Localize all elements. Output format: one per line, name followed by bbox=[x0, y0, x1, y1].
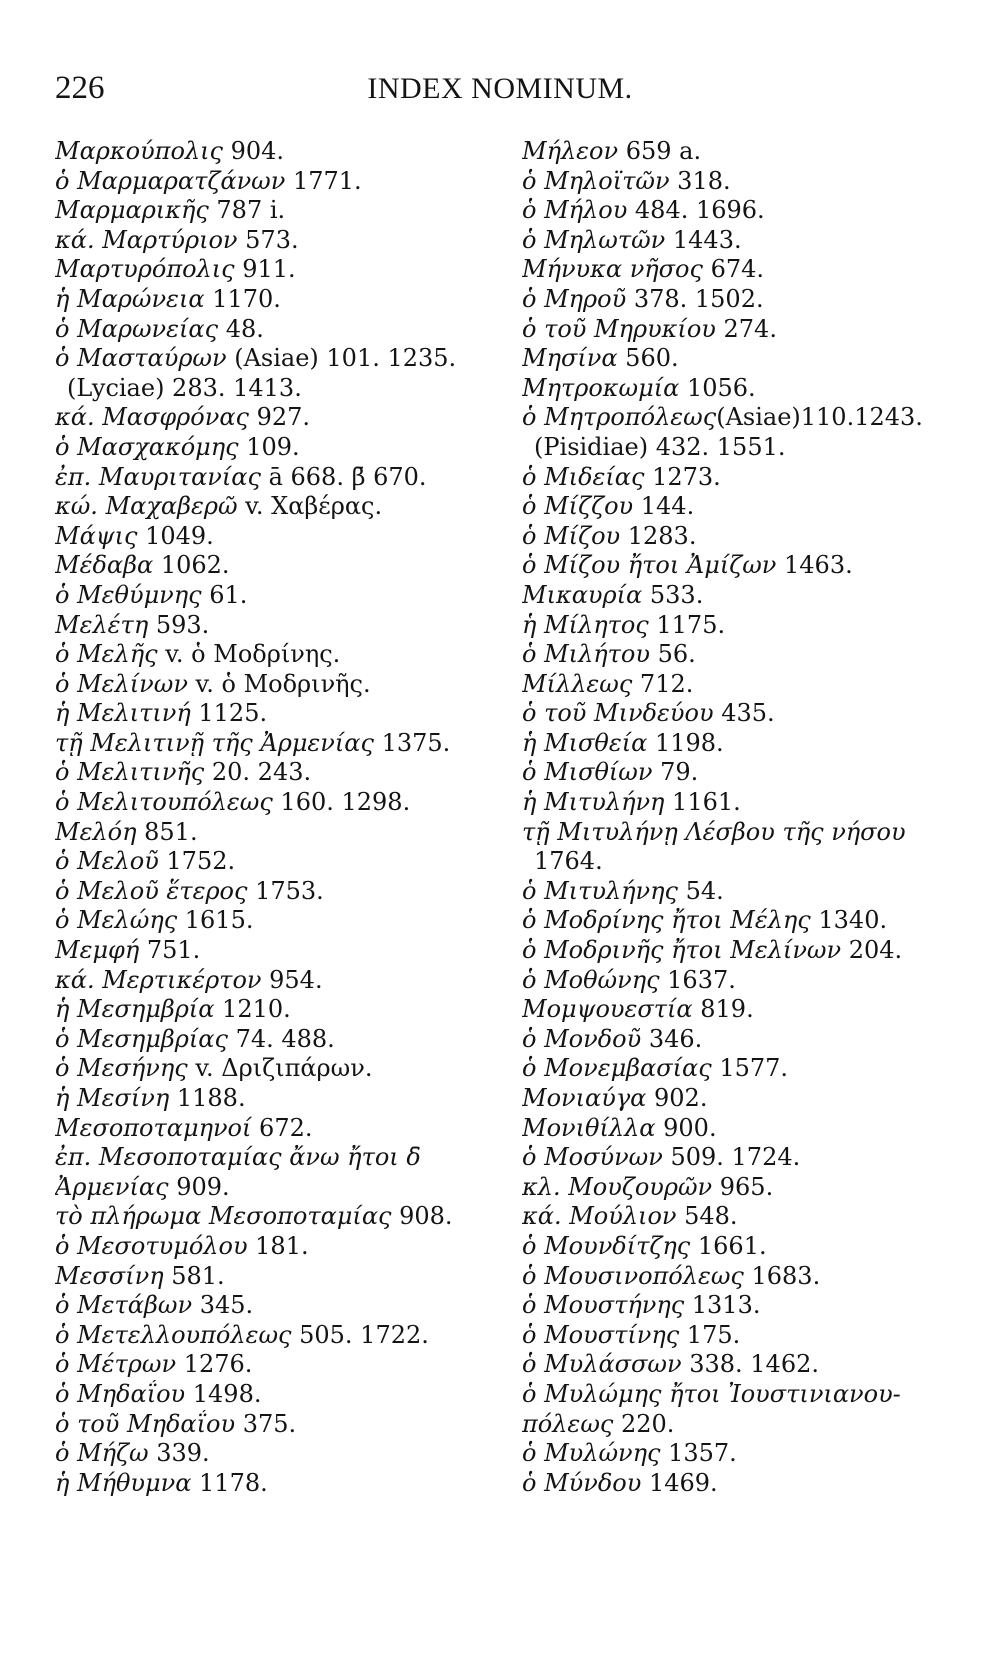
index-entry bbox=[522, 1114, 962, 1144]
entry-reference: 484. 1696. bbox=[627, 196, 765, 225]
entry-reference: v. ὁ Μοδρίνης. bbox=[157, 640, 341, 669]
entry-reference: 908. bbox=[391, 1202, 453, 1231]
entry-name: ὁ Μισθίων bbox=[522, 758, 653, 787]
entry-reference: 175. bbox=[679, 1320, 741, 1349]
index-entry bbox=[522, 285, 962, 315]
entry-name: ὁ Μυλώνης bbox=[522, 1439, 661, 1468]
entry-name: Μικαυρία bbox=[522, 580, 643, 609]
entry-reference: 1188. bbox=[169, 1084, 246, 1112]
entry-reference: 1375. bbox=[373, 728, 451, 757]
entry-reference: 548. bbox=[676, 1202, 738, 1231]
entry-reference: 220. bbox=[613, 1409, 675, 1438]
entry-name: ὁ Μίζου bbox=[522, 521, 621, 550]
index-entry bbox=[55, 1143, 495, 1173]
entry-name: ὁ τοῦ Μηδαΐου bbox=[55, 1409, 236, 1438]
index-entry bbox=[522, 551, 962, 581]
entry-name: Μίλλεως bbox=[522, 669, 633, 698]
entry-reference: 1049. bbox=[137, 521, 214, 550]
entry-name: ὁ Μεθύμνης bbox=[55, 580, 202, 609]
entry-name: κά. Μασφρόνας bbox=[55, 403, 249, 432]
index-entry bbox=[522, 1262, 962, 1292]
entry-name: ὁ Μηδαΐου bbox=[55, 1379, 186, 1408]
index-entry bbox=[55, 581, 495, 611]
entry-reference: 927. bbox=[248, 403, 311, 432]
entry-name: Μήνυκα νῆσος bbox=[522, 255, 703, 284]
index-entry bbox=[55, 670, 495, 700]
entry-name: ὁ Μίζζου bbox=[522, 492, 634, 521]
entry-reference: 1463. bbox=[776, 551, 853, 580]
index-entry bbox=[522, 877, 962, 907]
entry-reference: 48. bbox=[218, 314, 264, 343]
entry-name: Μεμφή bbox=[55, 936, 140, 965]
entry-name: κώ. Μαχαβερῶ bbox=[55, 492, 238, 521]
index-entry bbox=[55, 344, 495, 374]
entry-name: ὁ Μιδείας bbox=[522, 462, 645, 491]
index-entry bbox=[55, 847, 495, 877]
index-entry bbox=[55, 640, 495, 670]
index-entry bbox=[522, 522, 962, 552]
entry-name: ὁ Μελίνων bbox=[55, 669, 188, 698]
index-entry bbox=[55, 936, 495, 966]
entry-name: ὁ Μουστίνης bbox=[522, 1320, 680, 1349]
entry-reference: 911. bbox=[234, 255, 296, 284]
page-number: 226 bbox=[55, 70, 105, 106]
entry-reference: 1283. bbox=[620, 521, 697, 550]
index-entry bbox=[522, 344, 962, 374]
entry-reference: 581. bbox=[163, 1261, 225, 1290]
entry-name: κά. Μαρτύριον bbox=[55, 225, 238, 254]
index-entry bbox=[55, 758, 495, 788]
entry-name: ὁ Μονδοῦ bbox=[522, 1024, 642, 1053]
index-entry bbox=[522, 1173, 962, 1203]
index-entry bbox=[522, 670, 962, 700]
entry-name: ὁ Μέτρων bbox=[55, 1350, 177, 1379]
entry-reference: 1752. bbox=[158, 847, 236, 876]
index-entry bbox=[522, 226, 962, 256]
entry-name: πόλεως bbox=[522, 1409, 614, 1438]
index-entry bbox=[55, 1025, 495, 1055]
entry-name: ἡ Μήθυμνα bbox=[55, 1468, 192, 1497]
index-entry bbox=[522, 1025, 962, 1055]
entry-name: ὁ Μασχακόμης bbox=[55, 432, 239, 461]
index-entry bbox=[522, 847, 962, 877]
entry-name: ἡ Μισθεία bbox=[522, 728, 648, 757]
entry-reference: 593. bbox=[148, 610, 210, 639]
entry-reference: ā 668. β̄ 670. bbox=[260, 462, 427, 491]
index-entry bbox=[55, 226, 495, 256]
index-entry bbox=[55, 1054, 495, 1084]
entry-name: κά. Μούλιον bbox=[522, 1202, 677, 1231]
entry-reference: 902. bbox=[646, 1084, 708, 1112]
index-entry bbox=[55, 966, 495, 996]
index-entry bbox=[55, 877, 495, 907]
entry-reference: 533. bbox=[642, 580, 704, 609]
entry-reference: 1056. bbox=[679, 373, 756, 402]
index-entry bbox=[522, 1084, 962, 1114]
entry-name: Μομψουεστία bbox=[522, 995, 693, 1024]
entry-reference: 144. bbox=[633, 492, 695, 521]
entry-reference: 900. bbox=[655, 1113, 717, 1142]
entry-name: ἡ Μελιτινή bbox=[55, 699, 191, 728]
entry-name: ὁ Μηλωτῶν bbox=[522, 225, 666, 254]
entry-name: ὁ Μητροπόλεως bbox=[522, 403, 717, 432]
index-entry bbox=[522, 196, 962, 226]
index-entry bbox=[522, 758, 962, 788]
page-header bbox=[55, 62, 945, 112]
entry-reference: 509. 1724. bbox=[662, 1143, 801, 1172]
entry-name: ἡ Μίλητος bbox=[522, 610, 649, 639]
entry-name: κά. Μερτικέρτον bbox=[55, 965, 262, 994]
entry-reference: 181. bbox=[247, 1231, 309, 1260]
entry-name: Μελόη bbox=[55, 817, 137, 846]
entry-name: ὁ Μυλώμης ἤτοι Ἰουστινιανου- bbox=[522, 1379, 901, 1408]
entry-reference: 20. 243. bbox=[204, 758, 312, 787]
index-entry bbox=[522, 1202, 962, 1232]
entry-reference: 1771. bbox=[285, 166, 362, 195]
entry-reference: 672. bbox=[251, 1113, 313, 1142]
entry-reference: 339. bbox=[148, 1439, 210, 1468]
entry-reference: 573. bbox=[237, 225, 299, 254]
entry-reference: v. ὁ Μοδρινῆς. bbox=[187, 669, 371, 698]
entry-name: ὁ Μυλάσσων bbox=[522, 1350, 682, 1379]
entry-reference: 1198. bbox=[647, 728, 724, 757]
entry-reference: 160. 1298. bbox=[272, 788, 411, 817]
entry-reference: 1170. bbox=[204, 284, 281, 313]
index-entry bbox=[55, 285, 495, 315]
index-entry bbox=[55, 906, 495, 936]
entry-reference: 1357. bbox=[660, 1439, 737, 1468]
entry-reference: 1753. bbox=[247, 876, 324, 905]
index-entry bbox=[55, 818, 495, 848]
index-entry bbox=[55, 1380, 495, 1410]
entry-reference: 851. bbox=[136, 817, 198, 846]
index-entry bbox=[55, 522, 495, 552]
entry-reference: 1273. bbox=[644, 462, 721, 491]
index-entry bbox=[522, 1054, 962, 1084]
entry-name: κλ. Μουζουρῶν bbox=[522, 1172, 713, 1201]
entry-reference: 318. bbox=[669, 166, 731, 195]
entry-name: ἐπ. Μαυριτανίας bbox=[55, 462, 261, 491]
entry-name: ὁ Μιλήτου bbox=[522, 640, 650, 669]
entry-reference: 909. bbox=[168, 1172, 230, 1201]
entry-reference: 1637. bbox=[659, 965, 736, 994]
entry-reference: 659 a. bbox=[618, 137, 702, 165]
entry-reference: 1764. bbox=[534, 847, 603, 876]
entry-reference: 56. bbox=[649, 640, 696, 669]
index-entry bbox=[522, 1380, 962, 1410]
index-entry bbox=[55, 611, 495, 641]
entry-name: ὁ Μουνδίτζης bbox=[522, 1231, 691, 1260]
index-entry bbox=[55, 167, 495, 197]
entry-name: ὁ Μήζω bbox=[55, 1439, 149, 1468]
index-entry bbox=[522, 463, 962, 493]
index-entry bbox=[55, 699, 495, 729]
entry-reference: (Asiae) 101. 1235. bbox=[226, 344, 457, 373]
entry-reference: 274. bbox=[715, 314, 777, 343]
index-entry bbox=[522, 1321, 962, 1351]
index-entry bbox=[522, 1291, 962, 1321]
index-entry bbox=[522, 1350, 962, 1380]
entry-reference: 1661. bbox=[690, 1231, 767, 1260]
index-entry bbox=[522, 167, 962, 197]
entry-name: Ἀρμενίας bbox=[55, 1172, 169, 1201]
entry-reference: 378. 1502. bbox=[626, 284, 764, 313]
index-entry bbox=[522, 581, 962, 611]
index-entry bbox=[522, 611, 962, 641]
entry-reference: 751. bbox=[139, 936, 201, 965]
index-entry bbox=[522, 729, 962, 759]
entry-name: ἐπ. Μεσοποταμίας ἄνω ἤτοι δ̄ bbox=[55, 1143, 421, 1172]
entry-name: ἡ Μεσίνη bbox=[55, 1084, 170, 1112]
entry-name: Μάψις bbox=[55, 521, 138, 550]
entry-name: ὁ Μελιτουπόλεως bbox=[55, 788, 273, 817]
index-entry bbox=[522, 374, 962, 404]
entry-reference: 1340. bbox=[810, 906, 888, 935]
index-entry bbox=[55, 788, 495, 818]
index-entry bbox=[55, 1321, 495, 1351]
index-entry bbox=[522, 936, 962, 966]
entry-name: ἡ Μεσημβρία bbox=[55, 995, 215, 1024]
entry-name: ὁ Μύνδου bbox=[522, 1468, 642, 1497]
index-entry bbox=[55, 1469, 495, 1499]
entry-reference: 1161. bbox=[664, 788, 741, 817]
entry-reference: 674. bbox=[702, 255, 765, 284]
index-entry bbox=[55, 196, 495, 226]
running-title: INDEX NOMINUM. bbox=[367, 72, 633, 105]
entry-name: Μεσοποταμηνοί bbox=[55, 1113, 252, 1142]
entry-reference: (Lyciae) 283. 1413. bbox=[67, 373, 302, 402]
index-entry bbox=[55, 1350, 495, 1380]
entry-name: ὁ Μετάβων bbox=[55, 1291, 193, 1320]
entry-name: Μήλεον bbox=[522, 137, 619, 165]
index-entry bbox=[55, 1439, 495, 1469]
index-entry bbox=[55, 255, 495, 285]
entry-name: τὸ πλήρωμα Μεσοποταμίας bbox=[55, 1202, 392, 1231]
index-entry bbox=[522, 1439, 962, 1469]
index-entry bbox=[55, 374, 495, 404]
entry-reference: 1498. bbox=[185, 1379, 262, 1408]
entry-reference: 560. bbox=[617, 344, 679, 373]
entry-name: ὁ Μασταύρων bbox=[55, 344, 227, 373]
entry-name: ὁ Μονεμβασίας bbox=[522, 1054, 712, 1083]
entry-reference: 1125. bbox=[190, 699, 268, 728]
left-index-column bbox=[55, 137, 495, 1498]
entry-reference: v. Δριζιπάρων. bbox=[187, 1054, 373, 1083]
entry-name: ὁ Μηροῦ bbox=[522, 284, 627, 313]
entry-name: Μέδαβα bbox=[55, 551, 154, 580]
index-entry bbox=[55, 1173, 495, 1203]
entry-reference: 109. bbox=[238, 432, 300, 461]
entry-name: Μαρτυρόπολις bbox=[55, 255, 235, 284]
entry-name: ὁ τοῦ Μηρυκίου bbox=[522, 314, 716, 343]
entry-name: Μεσσίνη bbox=[55, 1261, 164, 1290]
entry-name: ὁ τοῦ Μινδεύου bbox=[522, 699, 714, 728]
entry-name: ὁ Μήλου bbox=[522, 196, 628, 225]
index-entry bbox=[522, 995, 962, 1025]
entry-name: ὁ Μεσήνης bbox=[55, 1054, 188, 1083]
entry-name: Μαρκούπολις bbox=[55, 137, 223, 165]
index-entry bbox=[522, 403, 962, 433]
entry-reference: 1683. bbox=[743, 1261, 821, 1290]
entry-name: Μαρμαρικῆς bbox=[55, 196, 209, 225]
index-entry bbox=[55, 433, 495, 463]
entry-reference: 965. bbox=[712, 1172, 774, 1201]
entry-reference: 904. bbox=[222, 137, 285, 165]
index-entry bbox=[55, 1232, 495, 1262]
entry-reference: 375. bbox=[235, 1409, 297, 1438]
index-entry bbox=[522, 1232, 962, 1262]
entry-name: ὁ Μελιτινῆς bbox=[55, 758, 205, 787]
entry-name: τῇ Μελιτινῇ τῆς Ἀρμενίας bbox=[55, 728, 374, 757]
entry-reference: 1276. bbox=[176, 1350, 253, 1379]
index-entry bbox=[522, 1469, 962, 1499]
entry-reference: 819. bbox=[692, 995, 754, 1024]
entry-name: ὁ Μοθώνης bbox=[522, 965, 660, 994]
entry-name: ὁ Μουστήνης bbox=[522, 1291, 685, 1320]
entry-reference: 1178. bbox=[191, 1468, 268, 1497]
index-entry bbox=[55, 315, 495, 345]
index-entry bbox=[55, 729, 495, 759]
index-entry bbox=[55, 1291, 495, 1321]
entry-reference: 345. bbox=[192, 1291, 254, 1320]
entry-reference: 1175. bbox=[648, 610, 726, 639]
entry-reference: (Asiae)110.1243. bbox=[716, 403, 923, 432]
index-entry bbox=[55, 463, 495, 493]
entry-name: Μησίνα bbox=[522, 344, 618, 373]
entry-reference: 435. bbox=[713, 699, 775, 728]
entry-reference: 954. bbox=[261, 965, 323, 994]
index-entry bbox=[522, 492, 962, 522]
entry-name: ὁ Μελοῦ bbox=[55, 847, 159, 876]
entry-name: ἡ Μιτυλήνη bbox=[522, 788, 665, 817]
entry-reference: 1443. bbox=[665, 225, 742, 254]
entry-reference: 712. bbox=[632, 669, 694, 698]
index-entry bbox=[522, 137, 962, 167]
entry-name: ὁ Μελοῦ ἕτερος bbox=[55, 876, 248, 905]
entry-name: Μητροκωμία bbox=[522, 373, 680, 402]
index-entry bbox=[522, 818, 962, 848]
entry-name: ὁ Μαρμαρατζάνων bbox=[55, 166, 286, 195]
entry-name: ὁ Μελῆς bbox=[55, 640, 158, 669]
entry-reference: 204. bbox=[841, 936, 903, 965]
entry-reference: 1615. bbox=[177, 906, 254, 935]
index-entry bbox=[522, 906, 962, 936]
index-entry bbox=[55, 551, 495, 581]
entry-reference: 346. bbox=[641, 1024, 703, 1053]
index-entry bbox=[522, 1143, 962, 1173]
index-entry bbox=[522, 433, 962, 463]
index-entry bbox=[522, 1410, 962, 1440]
entry-reference: 1313. bbox=[684, 1291, 761, 1320]
index-entry bbox=[55, 1262, 495, 1292]
entry-name: ὁ Μαρωνείας bbox=[55, 314, 219, 343]
entry-name: Μονιαύγα bbox=[522, 1084, 647, 1112]
index-entry bbox=[55, 1084, 495, 1114]
index-entry bbox=[55, 1202, 495, 1232]
entry-name: ὁ Μουσινοπόλεως bbox=[522, 1261, 744, 1290]
entry-name: ὁ Μετελλουπόλεως bbox=[55, 1320, 292, 1349]
index-entry bbox=[522, 699, 962, 729]
entry-reference: 79. bbox=[652, 758, 699, 787]
entry-reference: 787 i. bbox=[208, 196, 286, 225]
entry-reference: 338. 1462. bbox=[681, 1350, 819, 1379]
index-entry bbox=[55, 1114, 495, 1144]
index-entry bbox=[522, 640, 962, 670]
index-entry bbox=[522, 255, 962, 285]
index-entry bbox=[55, 492, 495, 522]
right-index-column bbox=[522, 137, 962, 1498]
entry-name: τῇ Μιτυλήνῃ Λέσβου τῆς νήσου bbox=[522, 817, 906, 846]
entry-reference: (Pisidiae) 432. 1551. bbox=[534, 432, 786, 461]
entry-reference: 54. bbox=[677, 876, 724, 905]
entry-name: ἡ Μαρώνεια bbox=[55, 284, 205, 313]
entry-name: ὁ Μελώης bbox=[55, 906, 178, 935]
index-entry bbox=[55, 403, 495, 433]
entry-reference: v. Χαβέρας. bbox=[237, 492, 383, 521]
entry-name: ὁ Μίζου ἤτοι Ἀμίζων bbox=[522, 551, 777, 580]
entry-reference: 1469. bbox=[641, 1468, 718, 1497]
entry-name: ὁ Μιτυλήνης bbox=[522, 876, 678, 905]
index-entry bbox=[522, 315, 962, 345]
entry-name: Μονιθίλλα bbox=[522, 1113, 656, 1142]
entry-reference: 74. 488. bbox=[227, 1024, 335, 1053]
entry-reference: 1210. bbox=[214, 995, 291, 1024]
index-entry bbox=[522, 788, 962, 818]
index-entry bbox=[522, 966, 962, 996]
entry-name: ὁ Μοσύνων bbox=[522, 1143, 663, 1172]
entry-name: ὁ Μοδρινῆς ἤτοι Μελίνων bbox=[522, 936, 842, 965]
entry-reference: 1577. bbox=[711, 1054, 789, 1083]
index-entry bbox=[55, 137, 495, 167]
entry-reference: 505. 1722. bbox=[291, 1320, 429, 1349]
entry-name: ὁ Μηλοϊτῶν bbox=[522, 166, 670, 195]
entry-reference: 61. bbox=[201, 580, 248, 609]
entry-name: ὁ Μεσοτυμόλου bbox=[55, 1231, 248, 1260]
entry-name: ὁ Μοδρίνης ἤτοι Μέλης bbox=[522, 906, 811, 935]
index-entry bbox=[55, 995, 495, 1025]
entry-reference: 1062. bbox=[153, 551, 230, 580]
entry-name: Μελέτη bbox=[55, 610, 149, 639]
entry-name: ὁ Μεσημβρίας bbox=[55, 1024, 228, 1053]
index-entry bbox=[55, 1410, 495, 1440]
